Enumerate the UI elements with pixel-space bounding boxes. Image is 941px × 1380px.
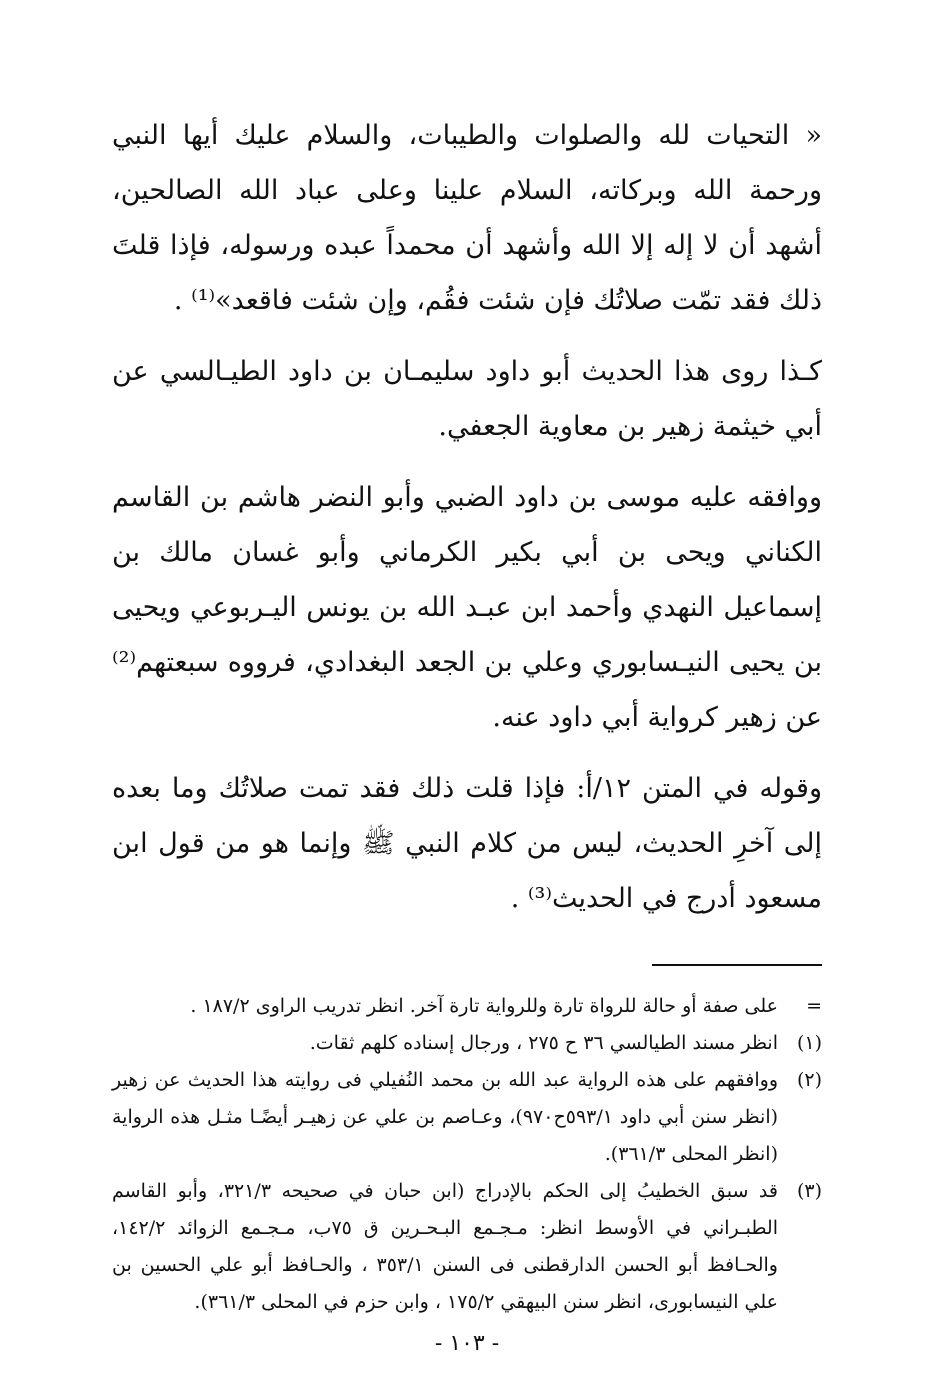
paragraph-narration: كـذا روى هذا الحديث أبو داود سليمـان بن داود الطيـالسي عن أبي خيثمة زهير بن معاوية الجعفي.: [112, 356, 822, 442]
footnote-text: ووافقهم على هذه الرواية عبد الله بن محمد النُفيلي فى روايته هذا الحديث عن زهير (انظر سنن أبي داود ٥٩٣/١ح٩٧٠)، وعـاصم بن علي عن زهيـر أيضًـا مثـل هذه الرواية (انظر المحلى ٣٦١/٣).: [112, 1069, 779, 1165]
footnotes: [112, 988, 822, 1321]
main-text: [112, 108, 822, 926]
footnote-text: انظر مسند الطيالسي ٣٦ ح ٢٧٥ ، ورجال إسناده كلهم ثقات.: [309, 1032, 778, 1054]
paragraph-commentary: وقوله في المتن ١٢/أ: فإذا قلت ذلك فقد تمت صلاتُك وما بعده إلى آخرِ الحديث، ليس من كلام النبي ﷺ وإنما هو من قول ابن مسعود أدرج في الحديث⁽³⁾ .: [112, 773, 822, 914]
footnote-marker: (٣): [796, 1180, 822, 1202]
document-page: [112, 108, 822, 1356]
page-number: - ١٠٣ -: [434, 1331, 500, 1356]
paragraph-agreement: ووافقه عليه موسى بن داود الضبي وأبو النضر هاشم بن القاسم الكناني ويحى بن أبي بكير الكرماني وأبو غسان مالك بن إسماعيل النهدي وأحمد ابن عبـد الله بن يونس اليـربوعي ويحيى بن يحيى النيـسابوري وعلي بن الجعد البغدادي، فرووه سبعتهم⁽²⁾ عن زهير كرواية أبي داود عنه.: [112, 482, 822, 733]
footnote-marker: (١): [796, 1032, 822, 1054]
footnote-2: [112, 1062, 822, 1173]
footnote-1: [112, 1025, 822, 1062]
footnote-3: [112, 1173, 822, 1321]
footnote-marker: =: [806, 995, 822, 1017]
footnote-marker: (٢): [796, 1069, 822, 1091]
footnote-text: على صفة أو حالة للرواة تارة وللرواية تارة آخر. انظر تدريب الراوى ١٨٧/٢ .: [190, 995, 778, 1017]
footnote-continued: [112, 988, 822, 1025]
footnote-separator: [652, 964, 822, 966]
footnote-text: قد سبق الخطيبُ إلى الحكم بالإدراج (ابن حبان في صحيحه ٣٢١/٣، وأبو القاسم الطبـراني في الأوسط انظر: مـجـمع البـحـرين ق ٧٥ب، مـجـمع الزوائد ١٤٢/٢، والحـافظ أبو الحسن الدارقطنى فى السنن ٣٥٣/١ ، والحـافظ أبو علي الحسين بن علي النيسابورى، انظر سنن البيهقي ١٧٥/٢ ، وابن حزم في المحلى ٣٦١/٣).: [112, 1180, 778, 1313]
paragraph-tashahhud: « التحيات لله والصلوات والطيبات، والسلام عليك أيها النبي ورحمة الله وبركاته، السلام علينا وعلى عباد الله الصالحين، أشهد أن لا إله إلا الله وأشهد أن محمداً عبده ورسوله، فإذا قلتَ ذلك فقد تمّت صلاتُك فإن شئت فقُم، وإن شئت فاقعد»⁽¹⁾ .: [112, 120, 822, 316]
